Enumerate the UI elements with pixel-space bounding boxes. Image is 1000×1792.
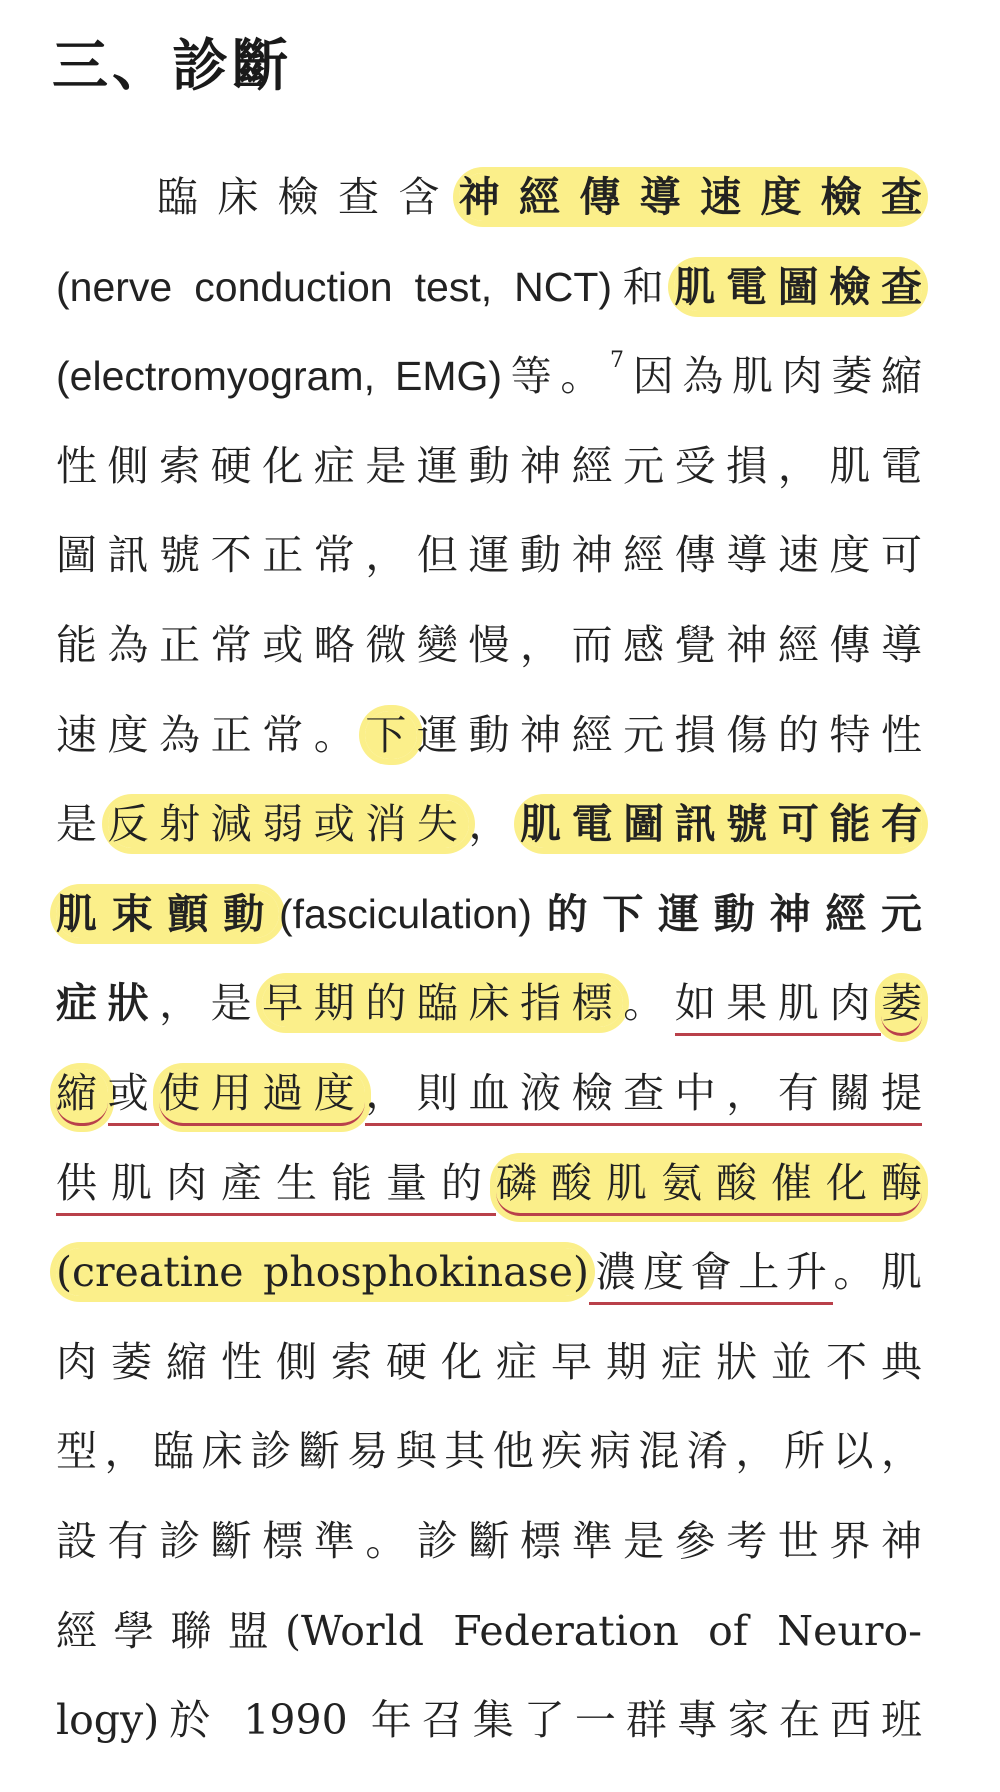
text-segment: (nerve conduction test, NCT)和 — [56, 263, 675, 310]
text-segment: ，是 — [159, 979, 263, 1028]
text-line — [56, 257, 922, 317]
highlighted-text: 神經傳導速度檢查 — [458, 173, 923, 221]
text-segment: 能為正常或略微變慢，而感覺神經傳導 — [56, 621, 922, 669]
text-line — [56, 705, 922, 765]
text-line — [56, 346, 922, 406]
text-segment: 。 — [623, 979, 675, 1028]
underlined-text: ，則血液檢查中，有關提 — [365, 1069, 922, 1126]
text-line — [56, 1690, 922, 1750]
text-segment: (fasciculation) — [278, 890, 532, 937]
section-title: 三、診斷 — [52, 34, 292, 99]
text-segment: ， — [468, 800, 521, 849]
highlighted-text: 下 — [365, 710, 417, 759]
highlighted-text: 肌束顫動 — [56, 889, 279, 938]
text-line — [56, 1242, 922, 1302]
text-segment: 速度為正常。 — [56, 710, 366, 759]
text-line — [56, 1601, 922, 1661]
underlined-text: 或 — [108, 1069, 160, 1126]
underlined-text: 濃度會上升 — [589, 1248, 833, 1305]
highlighted-text: 早期的臨床指標 — [262, 979, 624, 1028]
text-segment: logy)於 1990 年召集了一群專家在西班 — [56, 1696, 922, 1745]
text-segment: 臨床檢查含 — [157, 173, 459, 221]
highlighted-text: 肌電圖檢查 — [674, 262, 922, 311]
text-line — [56, 1153, 922, 1213]
highlighted-text: 萎 — [881, 979, 922, 1036]
text-segment: 。肌 — [833, 1248, 922, 1297]
text-segment: 性側索硬化症是運動神經元受損，肌電 — [56, 441, 922, 490]
text-line — [56, 884, 922, 944]
text-line — [56, 973, 922, 1033]
highlighted-text: 肌電圖訊號可能有 — [520, 800, 922, 849]
underlined-text: 如果肌肉 — [675, 979, 881, 1036]
highlighted-text: 使用過度 — [159, 1069, 365, 1126]
text-segment: 經學聯盟(World Federation of Neuro- — [56, 1606, 922, 1655]
text-segment: 因為肌肉萎縮 — [624, 352, 922, 401]
text-segment: 運動神經元損傷的特性 — [416, 710, 922, 759]
bold-text: 症狀 — [56, 979, 160, 1028]
highlighted-text: (creatine phosphokinase) — [56, 1248, 589, 1297]
text-segment: 型，臨床診斷易與其他疾病混淆，所以， — [56, 1427, 922, 1476]
text-line — [56, 615, 922, 675]
highlighted-text: 磷酸肌氨酸催化酶 — [496, 1159, 922, 1216]
text-line — [56, 794, 922, 854]
text-line — [56, 1421, 922, 1481]
highlighted-text: 縮 — [56, 1069, 108, 1126]
text-segment: 圖訊號不正常，但運動神經傳導速度可 — [56, 531, 922, 580]
text-line — [56, 436, 922, 496]
highlighted-text: 反射減弱或消失 — [107, 800, 469, 849]
text-segment: 肉萎縮性側索硬化症早期症狀並不典 — [56, 1337, 922, 1386]
text-line — [56, 1511, 922, 1571]
bold-text: 的下運動神經元 — [531, 889, 923, 938]
text-segment: 是 — [56, 800, 108, 849]
text-segment: 設有診斷標準。診斷標準是參考世界神 — [56, 1517, 922, 1565]
underlined-text: 供肌肉產生能量的 — [56, 1159, 496, 1216]
text-segment: (electromyogram, EMG)等。 — [56, 353, 611, 400]
text-line — [56, 1332, 922, 1392]
text-line — [56, 1063, 922, 1123]
footnote-ref: 7 — [610, 348, 625, 374]
text-line — [56, 525, 922, 585]
text-line — [157, 167, 922, 227]
